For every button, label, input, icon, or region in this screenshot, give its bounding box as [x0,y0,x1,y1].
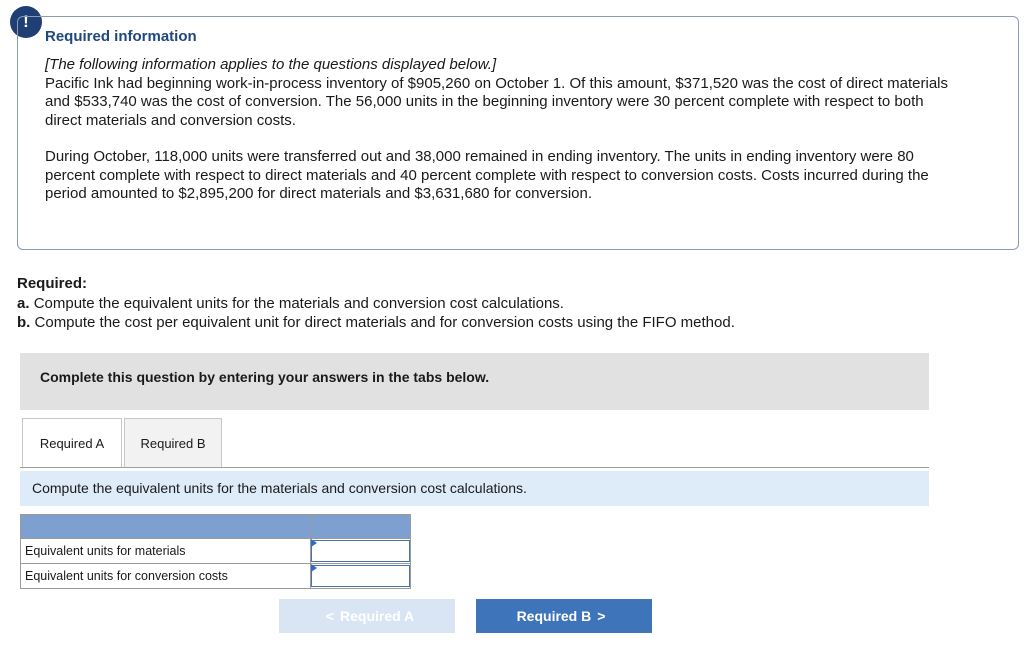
table-header-label [21,515,311,539]
required-heading: Required: [17,275,88,292]
row-label-materials: Equivalent units for materials [21,539,311,564]
flag-icon [311,539,317,547]
info-body [45,56,955,204]
exclamation-icon: ! [10,6,42,38]
question-prompt: Compute the equivalent units for the materials and conversion cost calculations. [32,480,527,496]
question-prompt-bar [20,471,929,506]
equivalent-units-conversion-input[interactable] [311,565,410,587]
tab-required-b[interactable]: Required B [124,418,222,468]
instruction-banner [20,353,929,410]
required-item-a [17,294,735,314]
materials-input-cell [311,539,411,564]
chevron-left-icon: < [325,608,335,624]
info-paragraph-1: Pacific Ink had beginning work-in-process inventory of $905,260 on October 1. Of this amount, $371,520 was the cost of direct materials and $533,740 was the cost of conversion. The 56,000 units in the beginning inventory were 30 percent complete with respect to both direct materials and conversion costs. [45,74,948,129]
info-paragraph-2: During October, 118,000 units were transferred out and 38,000 remained in ending inventory. The units in ending inventory were 80 percent complete with respect to direct materials and 40 percent complete with respect to conversion costs. Costs incurred during the period amounted to $2,895,200 for direct materials and $3,631,680 for conversion. [45,148,929,202]
previous-tab-label: Required A [340,608,415,624]
flag-icon [311,564,317,572]
answer-table [20,514,411,589]
next-tab-button[interactable] [476,599,652,633]
info-title: Required information [45,28,197,45]
table-row [21,539,411,564]
required-item-text: Compute the cost per equivalent unit for direct materials and for conversion costs using the FIFO method. [34,314,735,331]
table-row [21,564,411,589]
required-item-text: Compute the equivalent units for the materials and conversion cost calculations. [33,294,564,312]
required-item-b [17,313,735,333]
chevron-right-icon: > [597,608,606,624]
previous-tab-button[interactable] [279,599,455,633]
required-item-prefix: b. [17,314,31,331]
required-section [17,274,735,333]
table-header-row [21,515,411,539]
next-tab-label: Required B [516,608,592,624]
required-item-prefix: a. [17,294,30,312]
tab-required-a[interactable]: Required A [22,418,122,468]
info-intro: [The following information applies to the questions displayed below.] [45,56,497,73]
equivalent-units-materials-input[interactable] [311,540,410,562]
table-header-value [311,515,411,539]
conversion-input-cell [311,564,411,589]
instruction-text: Complete this question by entering your answers in the tabs below. [40,369,490,385]
tab-divider [20,467,929,468]
row-label-conversion: Equivalent units for conversion costs [21,564,311,589]
